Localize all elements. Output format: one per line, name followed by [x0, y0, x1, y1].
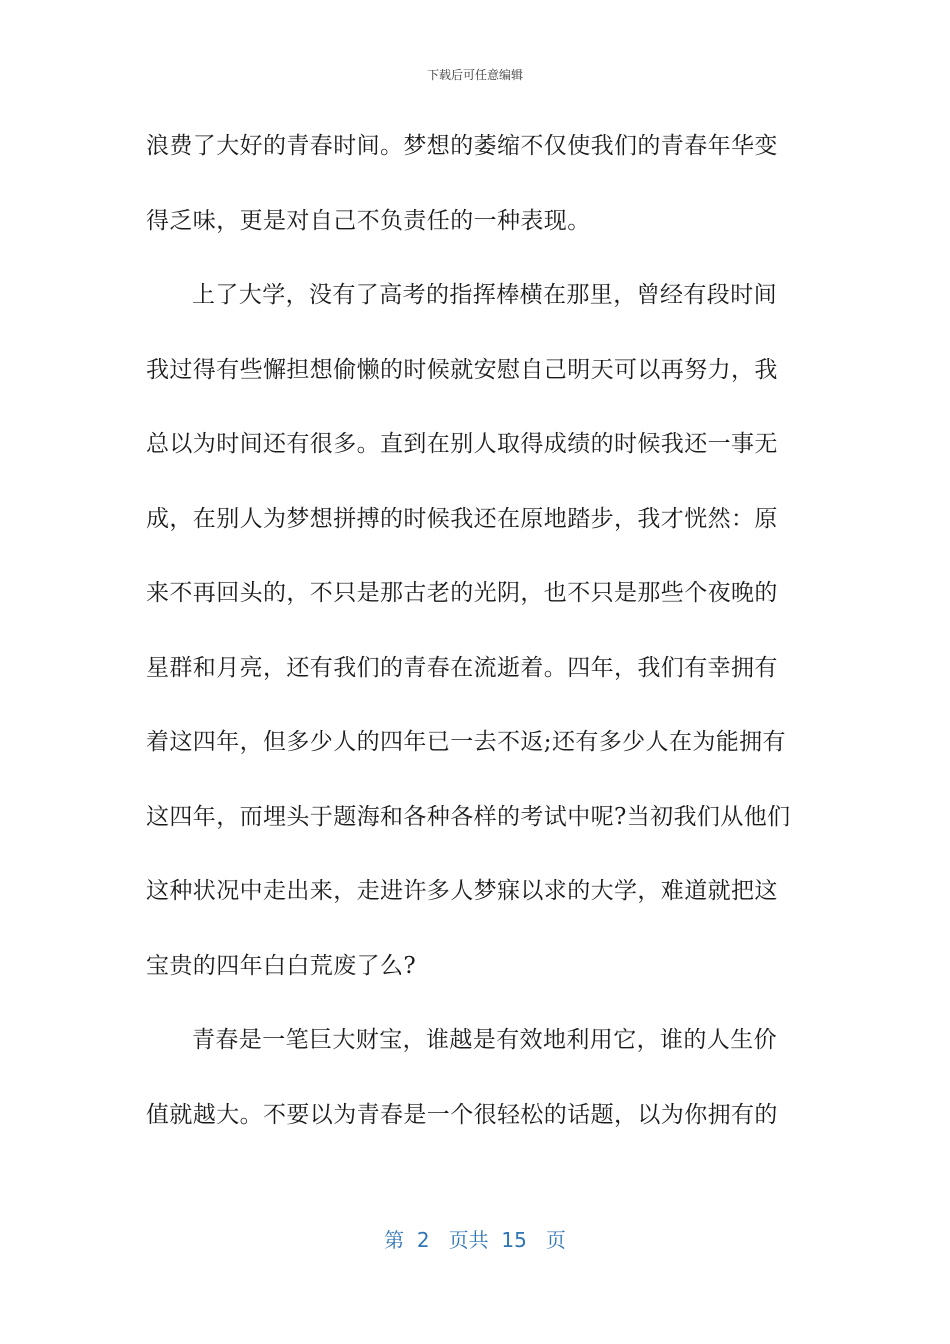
- document-body: [146, 118, 806, 1161]
- text-line: 总以为时间还有很多。直到在别人取得成绩的时候我还一事无: [146, 431, 778, 457]
- footer-suffix: 页: [545, 1228, 566, 1252]
- text-line: 我过得有些懈担想偷懒的时候就安慰自己明天可以再努力，我: [146, 356, 778, 383]
- text-line: 宝贵的四年白白荒废了么?: [146, 952, 417, 979]
- page-footer: [0, 1224, 950, 1253]
- text-line: 得乏味，更是对自己不负责任的一种表现。: [146, 207, 591, 234]
- text-line: 浪费了大好的青春时间。梦想的萎缩不仅使我们的青春年华变: [146, 133, 778, 159]
- paragraph-start-line: 青春是一笔巨大财宝，谁越是有效地利用它，谁的人生价: [192, 1027, 777, 1053]
- text-line: 值就越大。不要以为青春是一个很轻松的话题，以为你拥有的: [146, 1101, 778, 1128]
- text-line: 着这四年，但多少人的四年已一去不返;还有多少人在为能拥有: [146, 729, 786, 755]
- page-number: 2: [416, 1228, 430, 1252]
- footer-middle: 页共: [448, 1228, 489, 1252]
- text-line: 成，在别人为梦想拼搏的时候我还在原地踏步，我才恍然：原: [146, 505, 778, 532]
- text-line: 这四年，而埋头于题海和各种各样的考试中呢?当初我们从他们: [146, 803, 791, 830]
- header-note: 下载后可任意编辑: [426, 68, 523, 82]
- footer-prefix: 第: [384, 1228, 405, 1252]
- text-line: 这种状况中走出来，走进许多人梦寐以求的大学，难道就把这: [146, 878, 778, 904]
- text-line: 星群和月亮，还有我们的青春在流逝着。四年，我们有幸拥有: [146, 654, 778, 681]
- text-line: 来不再回头的，不只是那古老的光阴，也不只是那些个夜晚的: [146, 580, 778, 606]
- paragraph-start-line: 上了大学，没有了高考的指挥棒横在那里，曾经有段时间: [192, 282, 777, 308]
- total-pages: 15: [501, 1228, 527, 1252]
